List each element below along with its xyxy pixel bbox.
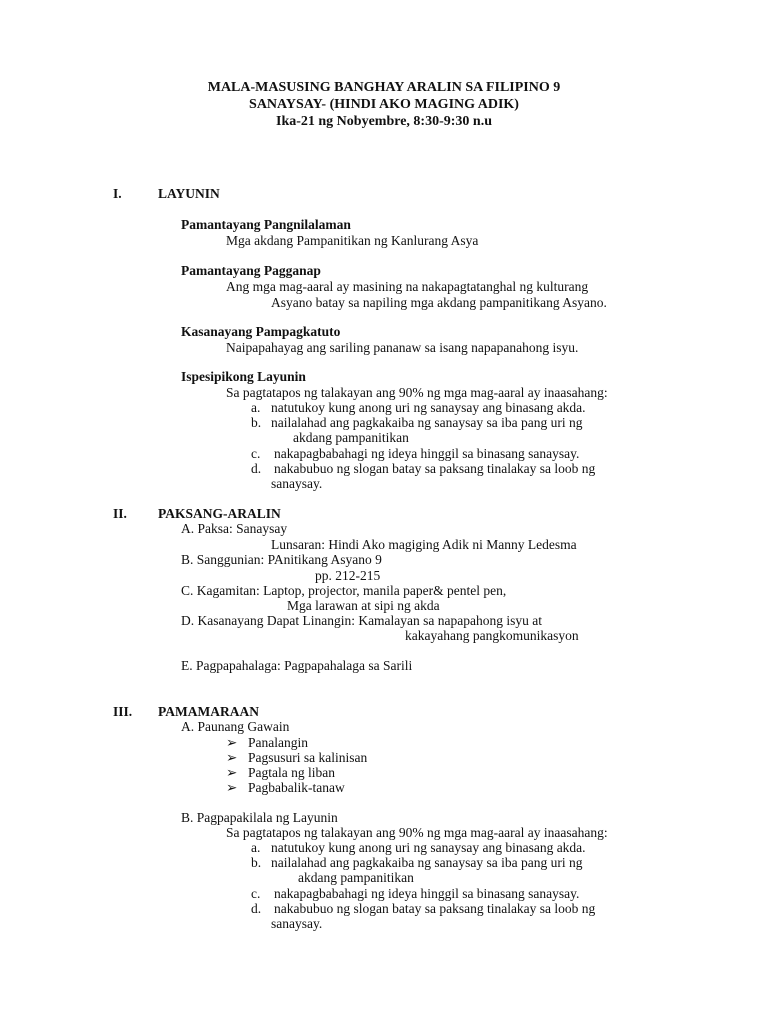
section-2-title: PAKSANG-ARALIN <box>158 506 281 521</box>
section-2-number: II. <box>113 506 127 521</box>
section-3-number: III. <box>113 704 133 719</box>
arrow-bullet-icon: ➢ <box>226 765 238 780</box>
lunsaran-line: Lunsaran: Hindi Ako magiging Adik ni Manny Ledesma <box>271 537 577 552</box>
kasanayan-line-2: kakayahang pangkomunikasyon <box>405 628 579 643</box>
arrow-bullet-icon: ➢ <box>226 750 238 765</box>
objective-c-label: c. <box>251 446 261 461</box>
section-1-title: LAYUNIN <box>158 186 220 201</box>
sanggunian-pages: pp. 212-215 <box>315 568 381 583</box>
pagpapakilala-intro: Sa pagtatapos ng talakayan ang 90% ng mga mag-aaral ay inaasahang: <box>226 825 608 840</box>
pamantayang-pagganap-text-2: Asyano batay sa napiling mga akdang pampanitikang Asyano. <box>271 295 607 310</box>
objective-a-label: a. <box>251 400 261 415</box>
kagamitan-line-2: Mga larawan at sipi ng akda <box>287 598 440 613</box>
objective-c-label: c. <box>251 886 261 901</box>
objective-c-text: nakapagbabahagi ng ideya hinggil sa binasang sanaysay. <box>274 446 580 461</box>
arrow-bullet-icon: ➢ <box>226 735 238 750</box>
section-1-number: I. <box>113 186 122 201</box>
kasanayang-pampagkatuto-heading: Kasanayang Pampagkatuto <box>181 324 341 339</box>
objective-b-text-2: akdang pampanitikan <box>293 430 409 445</box>
list-item: Panalangin <box>248 735 308 750</box>
objective-d-text-1: nakabubuo ng slogan batay sa paksang tinalakay sa loob ng <box>274 461 596 476</box>
pamantayang-pagganap-text-1: Ang mga mag-aaral ay masining na nakapagtatanghal ng kulturang <box>226 279 589 294</box>
objective-d-label: d. <box>251 461 262 476</box>
objective-a-text: natutukoy kung anong uri ng sanaysay ang binasang akda. <box>271 840 586 855</box>
objective-d-text-1: nakabubuo ng slogan batay sa paksang tinalakay sa loob ng <box>274 901 596 916</box>
pamantayang-pangnilalaman-heading: Pamantayang Pangnilalaman <box>181 217 351 232</box>
objective-a-text: natutukoy kung anong uri ng sanaysay ang binasang akda. <box>271 400 586 415</box>
list-item: Pagsusuri sa kalinisan <box>248 750 368 765</box>
doc-title: MALA-MASUSING BANGHAY ARALIN SA FILIPINO 9 <box>207 80 561 95</box>
kasanayan-line: D. Kasanayang Dapat Linangin: Kamalayan sa napapahong isyu at <box>181 613 543 628</box>
objective-d-text-2: sanaysay. <box>271 476 323 491</box>
paunang-gawain-line: A. Paunang Gawain <box>181 719 290 734</box>
objective-c-text: nakapagbabahagi ng ideya hinggil sa binasang sanaysay. <box>274 886 580 901</box>
objective-b-text-2: akdang pampanitikan <box>298 870 414 885</box>
objective-a-label: a. <box>251 840 261 855</box>
paksa-line: A. Paksa: Sanaysay <box>181 521 288 536</box>
doc-subtitle: SANAYSAY- (HINDI AKO MAGING ADIK) <box>249 97 519 112</box>
list-item: Pagbabalik-tanaw <box>248 780 345 795</box>
sanggunian-line: B. Sanggunian: PAnitikang Asyano 9 <box>181 552 382 567</box>
pamantayang-pagganap-heading: Pamantayang Pagganap <box>181 263 321 278</box>
objective-b-text-1: nailalahad ang pagkakaiba ng sanaysay sa iba pang uri ng <box>271 855 583 870</box>
kasanayang-pampagkatuto-text: Naipapahayag ang sariling pananaw sa isang napapanahong isyu. <box>226 340 579 355</box>
pagpapahalaga-line: E. Pagpapahalaga: Pagpapahalaga sa Sarili <box>181 658 413 673</box>
objective-d-text-2: sanaysay. <box>271 916 323 931</box>
arrow-bullet-icon: ➢ <box>226 780 238 795</box>
ispesipikong-layunin-heading: Ispesipikong Layunin <box>181 369 306 384</box>
kagamitan-line: C. Kagamitan: Laptop, projector, manila paper& pentel pen, <box>181 583 507 598</box>
list-item: Pagtala ng liban <box>248 765 335 780</box>
objective-b-label: b. <box>251 415 262 430</box>
pamantayang-pangnilalaman-text: Mga akdang Pampanitikan ng Kanlurang Asya <box>226 233 479 248</box>
objective-b-label: b. <box>251 855 262 870</box>
ispesipikong-layunin-intro: Sa pagtatapos ng talakayan ang 90% ng mga mag-aaral ay inaasahang: <box>226 385 608 400</box>
doc-date: Ika-21 ng Nobyembre, 8:30-9:30 n.u <box>276 114 492 129</box>
objective-b-text-1: nailalahad ang pagkakaiba ng sanaysay sa iba pang uri ng <box>271 415 583 430</box>
objective-d-label: d. <box>251 901 262 916</box>
pagpapakilala-line: B. Pagpapakilala ng Layunin <box>181 810 338 825</box>
section-3-title: PAMAMARAAN <box>158 704 259 719</box>
